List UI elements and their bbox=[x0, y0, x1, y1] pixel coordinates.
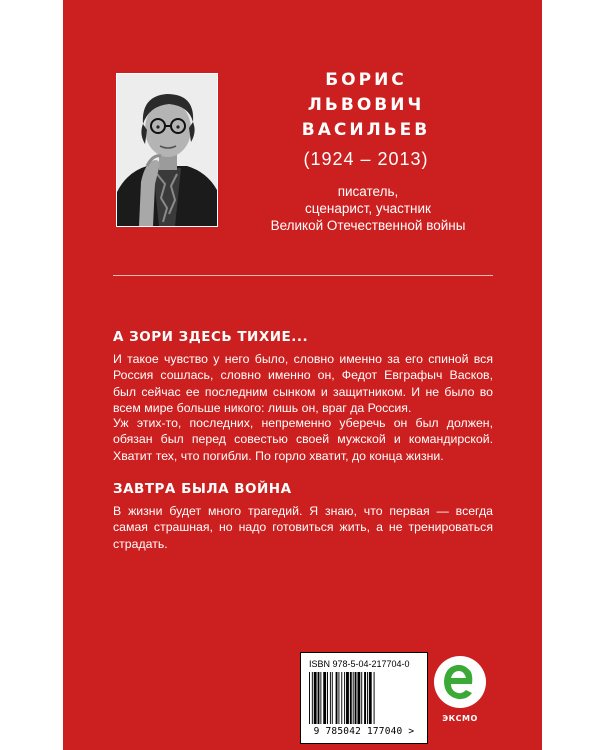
barcode-bar bbox=[332, 672, 333, 724]
barcode-bar bbox=[355, 672, 357, 724]
isbn-label: ISBN 978-5-04-217704-0 bbox=[309, 659, 410, 669]
barcode-bar bbox=[353, 672, 354, 724]
section-title-zori: А ЗОРИ ЗДЕСЬ ТИХИЕ... bbox=[113, 329, 309, 345]
book-back-cover bbox=[63, 0, 542, 750]
author-years: (1924 – 2013) bbox=[303, 149, 429, 169]
barcode-bar bbox=[336, 672, 338, 724]
author-description bbox=[238, 183, 498, 234]
barcode-bar bbox=[346, 672, 349, 724]
publisher-name: ЭКСМО bbox=[442, 714, 478, 723]
paragraph-zavtra-1: В жизни будет много трагедий. Я знаю, что первая — всегда самая страшная, но надо готовиться жить, а не тренироваться страдать. bbox=[113, 504, 493, 551]
author-name-line-1: БОРИС bbox=[325, 70, 407, 90]
author-block bbox=[251, 68, 481, 171]
barcode-bar bbox=[357, 672, 360, 724]
author-name-line-2: ЛЬВОВИЧ bbox=[307, 95, 425, 115]
barcode-digits: 9 785042 177040 > bbox=[313, 726, 415, 737]
barcode-bar bbox=[369, 672, 372, 724]
author-photo bbox=[116, 73, 218, 227]
eksmo-logo-icon bbox=[432, 652, 488, 712]
barcode-bar bbox=[314, 672, 317, 724]
barcode-bar bbox=[318, 672, 320, 724]
barcode-image bbox=[307, 672, 421, 724]
barcode-bar bbox=[330, 672, 331, 724]
barcode-bar bbox=[350, 672, 352, 724]
paragraph-zori-1: И такое чувство у него было, словно именно за его спиной вся Россия сошлась, словно именно он, Федот Евграфыч Васков, был сейчас ее последним сынком и защитником. И не было во всем мире больше никого: лишь он, враг да Россия. bbox=[113, 352, 493, 415]
barcode-bar bbox=[323, 672, 326, 724]
barcode-bar bbox=[374, 672, 375, 724]
author-role-line-3: Великой Отечественной войны bbox=[270, 218, 466, 233]
barcode-bar bbox=[341, 672, 342, 724]
barcode-bar bbox=[344, 672, 345, 724]
section-divider bbox=[113, 275, 493, 276]
barcode-bar bbox=[320, 672, 321, 724]
author-name-line-3: ВАСИЛЬЕВ bbox=[301, 120, 431, 140]
author-role-line-2: сценарист, участник bbox=[305, 201, 431, 216]
barcode-bar bbox=[312, 672, 313, 724]
barcode-bar bbox=[327, 672, 328, 724]
barcode-area bbox=[300, 652, 428, 744]
barcode-bar bbox=[367, 672, 368, 724]
section-title-zavtra: ЗАВТРА БЫЛА ВОЙНА bbox=[113, 481, 292, 497]
paragraph-zori-2: Уж этих-то, последних, непременно уберечь он был должен, обязан был перед совестью своей мужской и командирской. Хватит тех, что погибли. По горло хватит, до конца жизни. bbox=[113, 416, 493, 463]
barcode-bar bbox=[309, 672, 310, 724]
author-portrait-image bbox=[117, 74, 217, 226]
publisher-logo bbox=[432, 652, 488, 742]
barcode-bar bbox=[364, 672, 366, 724]
barcode-bar bbox=[338, 672, 339, 724]
author-role-line-1: писатель, bbox=[337, 184, 399, 199]
barcode-bar bbox=[361, 672, 362, 724]
